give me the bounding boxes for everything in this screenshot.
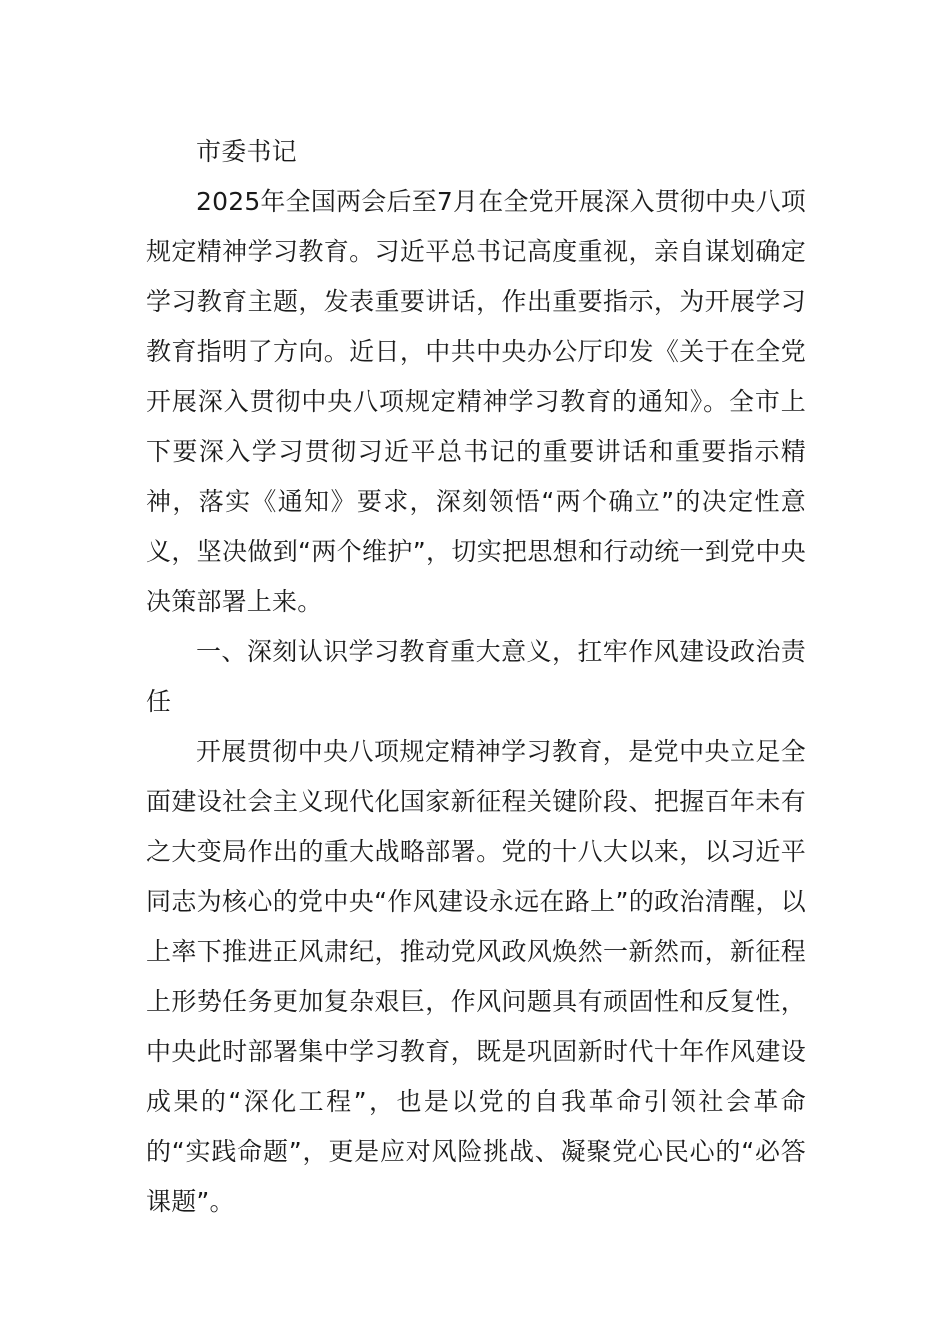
- paragraph-section-1: 开展贯彻中央八项规定精神学习教育，是党中央立足全面建设社会主义现代化国家新征程关键阶段、把握百年未有之大变局作出的重大战略部署。党的十八大以来，以习近平同志为核心的党中央“作风建设永远在路上”的政治清醒，以上率下推进正风肃纪，推动党风政风焕然一新然而，新征程上形势任务更加复杂艰巨，作风问题具有顽固性和反复性，中央此时部署集中学习教育，既是巩固新时代十年作风建设成果的“深化工程”，也是以党的自我革命引领社会革命的“实践命题”，更是应对风险挑战、凝聚党心民心的“必答课题”。: [146, 737, 806, 1216]
- document-page: [146, 127, 806, 1227]
- paragraph-intro: 2025年全国两会后至7月在全党开展深入贯彻中央八项规定精神学习教育。习近平总书记高度重视，亲自谋划确定学习教育主题，发表重要讲话，作出重要指示，为开展学习教育指明了方向。近日，中共中央办公厅印发《关于在全党开展深入贯彻中央八项规定精神学习教育的通知》。全市上下要深入学习贯彻习近平总书记的重要讲话和重要指示精神，落实《通知》要求，深刻领悟“两个确立”的决定性意义，坚决做到“两个维护”，切实把思想和行动统一到党中央决策部署上来。: [146, 187, 806, 616]
- section-heading-1: 一、深刻认识学习教育重大意义，扛牢作风建设政治责任: [146, 637, 806, 716]
- salutation: 市委书记: [196, 137, 297, 166]
